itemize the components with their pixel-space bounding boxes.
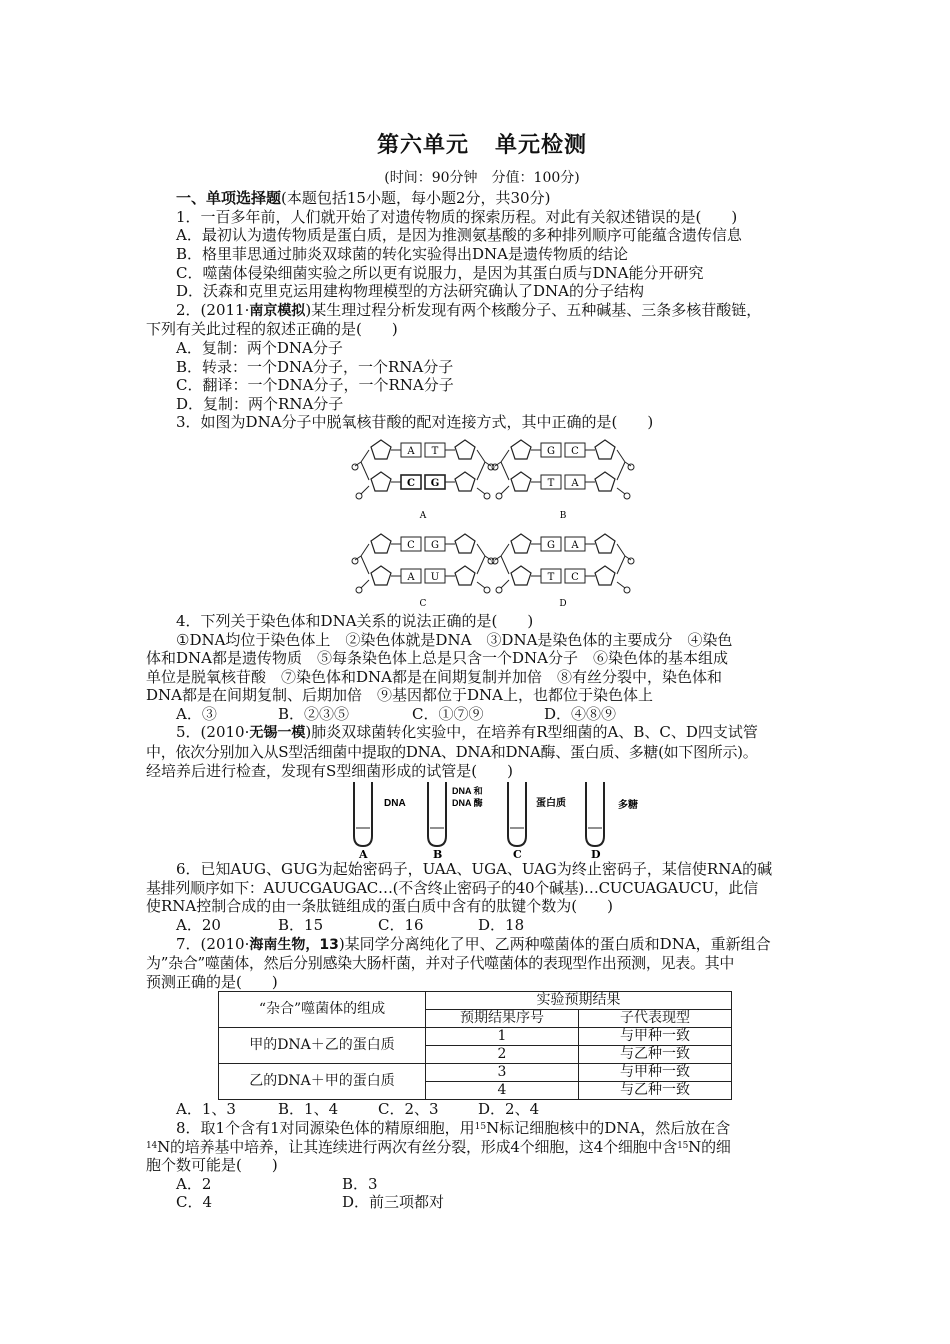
q6-options [146,916,818,935]
q8-option-b: B．3 [342,1174,378,1193]
question-2 [146,301,818,414]
section-heading: 一、单项选择题(本题包括15小题，每小题2分，共30分) [176,189,551,208]
test-tube-figure [146,780,818,858]
q2-source: 南京模拟 [249,302,306,319]
q2-stem-line1: 2．(2011·南京模拟)某生理过程分析发现有两个核酸分子、五种碱基、三条多核苷酸链， [176,300,762,319]
question-5 [146,723,818,858]
q7-option-c: C．2、3 [378,1100,439,1119]
figure-c-base-3: A [407,571,415,583]
title-test: 单元检测 [495,132,588,158]
q8-option-a: A．2 [176,1174,212,1193]
figure-b-base-1: G [547,445,555,457]
figure-a [352,440,494,521]
q1-stem: 1．一百多年前，人们就开始了对遗传物质的探索历程。对此有关叙述错误的是( ) [176,207,738,226]
tube-d-label: D [591,848,601,859]
q5-stem-line2: 中，依次分别加入从S型活细菌中提取的DNA、DNA和DNA酶、蛋白质、多糖(如下图所示)。 [146,743,758,762]
question-6 [146,860,818,934]
q6-option-b: B．15 [278,916,324,935]
figure-d-base-3: T [547,571,555,583]
q8-options-row2 [146,1193,818,1212]
q4-options [146,705,818,724]
table-header-expected: 实验预期结果 [426,992,732,1010]
q7-stem-line2: 为”杂合”噬菌体，然后分别感染大肠杆菌，并对子代噬菌体的表现型作出预测，见表。其中 [146,954,735,973]
table-group-2: 乙的DNA＋甲的蛋白质 [219,1064,426,1100]
q2-option-b: B．转录：一个DNA分子，一个RNA分子 [176,357,454,376]
figure-a-label: A [419,510,427,521]
q7-stem-line3: 预测正确的是( ) [146,972,278,991]
q1-option-b: B．格里菲思通过肺炎双球菌的转化实验得出DNA是遗传物质的结论 [176,244,629,263]
q8-stem-line2: $^{14}$N的培养基中培养，让其连续进行两次有丝分裂，形成4个细胞，这4个细胞中含$^{15}$N的细 [146,1137,731,1156]
q2-stem-line2: 下列有关此过程的叙述正确的是( ) [146,320,398,339]
q4-stem: 4．下列关于染色体和DNA关系的说法正确的是( ) [176,611,534,630]
q7-source: 海南生物，13 [249,936,339,953]
tube-a-content: DNA [384,798,406,810]
tube-b-content-2: DNA 酶 [452,798,483,809]
q2-option-a: A．复制：两个DNA分子 [176,338,343,357]
title-unit: 第六单元 [376,132,469,158]
dna-pairing-figure [146,432,818,612]
q6-stem-line1: 6．已知AUG、GUG为起始密码子，UAA、UGA、UAG为终止密码子，某信使RNA的碱 [176,860,773,879]
tube-b-content: DNA 和 [452,786,483,797]
figure-a-base-3: C [407,477,415,489]
figure-a-base-2: T [431,445,439,457]
table-group-1: 甲的DNA＋乙的蛋白质 [219,1028,426,1064]
q6-option-c: C．16 [378,916,424,935]
q8-options-row1 [146,1175,818,1194]
table-row: 4 与乙种一致 [219,1082,732,1100]
table-header-composition: “杂合”噬菌体的组成 [219,992,426,1028]
q8-option-d: D．前三项都对 [342,1193,445,1212]
figure-b-base-3: T [547,477,555,489]
q4-statements-line2: 体和DNA都是遗传物质 ⑤每条染色体上总是只含一个DNA分子 ⑥染色体的基本组成 [146,649,728,668]
q1-option-a: A．最初认为遗传物质是蛋白质，是因为推测氨基酸的多种排列顺序可能蕴含遗传信息 [176,226,742,245]
q7-option-d: D．2、4 [478,1100,540,1119]
figure-d-base-1: G [547,539,555,551]
table-row: 甲的DNA＋乙的蛋白质 1 与甲种一致 [219,1028,732,1046]
q4-option-d: D．④⑧⑨ [544,704,617,723]
phage-prediction-table [218,991,732,1100]
q2-option-d: D．复制：两个RNA分子 [176,394,344,413]
tube-c-content: 蛋白质 [536,798,566,810]
table-row: 乙的DNA＋甲的蛋白质 3 与甲种一致 [219,1064,732,1082]
q1-option-d: D．沃森和克里克运用建构物理模型的方法研究确认了DNA的分子结构 [176,282,645,301]
table-header-phenotype: 子代表现型 [579,1010,732,1028]
figure-c-label: C [419,598,427,609]
q6-stem-line3: 使RNA控制合成的由一条肽链组成的蛋白质中含有的肽键个数为( ) [146,897,613,916]
q5-stem-line3: 经培养后进行检查，发现有S型细菌形成的试管是( ) [146,761,513,780]
q7-options [146,1100,818,1119]
q4-option-b: B．②③⑤ [278,704,350,723]
figure-b-base-4: A [571,477,579,489]
tube-d-content: 多糖 [618,800,638,812]
question-8 [146,1119,818,1212]
question-3 [146,413,818,612]
figure-a-base-1: A [407,445,415,457]
exam-meta: (时间：90分钟 分值：100分) [384,169,580,186]
question-1 [146,208,818,301]
q8-stem-line1: 8．取1个含有1对同源染色体的精原细胞，用$^{15}$N标记细胞核中的DNA，然后放在含 [176,1119,731,1137]
tube-a-label: A [359,848,368,859]
q6-stem-line2: 基排列顺序如下：AUUCGAUGAC…(不含终止密码子的40个碱基)…CUCUAGAUCU，此信 [146,878,758,897]
figure-d [492,534,634,609]
q4-option-c: C．①⑦⑨ [412,704,484,723]
q4-statements-line3: 单位是脱氧核苷酸 ⑦染色体和DNA都是在间期复制并加倍 ⑧有丝分裂中，染色体和 [146,667,722,686]
tube-c-label: C [513,848,522,859]
tube-d [586,782,638,858]
q6-option-d: D．18 [478,916,525,935]
exam-page [146,130,818,1212]
figure-c-base-4: U [430,571,440,583]
tube-a [354,782,406,858]
figure-a-base-4: G [430,477,440,489]
table-row: 2 与乙种一致 [219,1046,732,1064]
q3-stem: 3．如图为DNA分子中脱氧核苷酸的配对连接方式，其中正确的是( ) [176,413,654,432]
q5-source: 无锡一模 [249,725,306,742]
figure-d-label: D [559,598,567,609]
figure-d-base-4: C [571,571,579,583]
tube-b [428,782,483,858]
q7-option-a: A．1、3 [176,1100,236,1119]
figure-b [492,440,634,521]
q4-option-a: A．③ [176,704,217,723]
q6-option-a: A．20 [176,916,221,935]
q8-stem-line3: 胞个数可能是( ) [146,1156,278,1175]
q2-option-c: C．翻译：一个DNA分子，一个RNA分子 [176,376,454,395]
figure-d-base-2: A [571,539,579,551]
figure-b-base-2: C [571,445,579,457]
q1-option-c: C．噬菌体侵染细菌实验之所以更有说服力，是因为其蛋白质与DNA能分开研究 [176,263,704,282]
question-7 [146,935,818,1119]
q4-statements-line4: DNA都是在间期复制、后期加倍 ⑨基因都位于DNA上，也都位于染色体上 [146,686,653,705]
q7-option-b: B．1、4 [278,1100,339,1119]
tube-c [508,782,566,858]
q7-stem-line1: 7．(2010·海南生物，13)某同学分离纯化了甲、乙两种噬菌体的蛋白质和DNA，重新组合 [176,934,771,953]
table-header-number: 预期结果序号 [426,1010,579,1028]
figure-b-label: B [559,510,567,521]
figure-c-base-2: G [431,539,439,551]
q5-stem-line1: 5．(2010·无锡一模)肺炎双球菌转化实验中，在培养有R型细菌的A、B、C、D四支试管 [176,723,758,742]
figure-c-base-1: C [407,539,415,551]
q4-statements-line1: ①DNA均位于染色体上 ②染色体就是DNA ③DNA是染色体的主要成分 ④染色 [176,630,733,649]
tube-b-label: B [433,848,443,859]
page-title [146,132,818,158]
q8-option-c: C．4 [176,1193,213,1212]
question-4 [146,612,818,724]
figure-c [352,534,494,609]
